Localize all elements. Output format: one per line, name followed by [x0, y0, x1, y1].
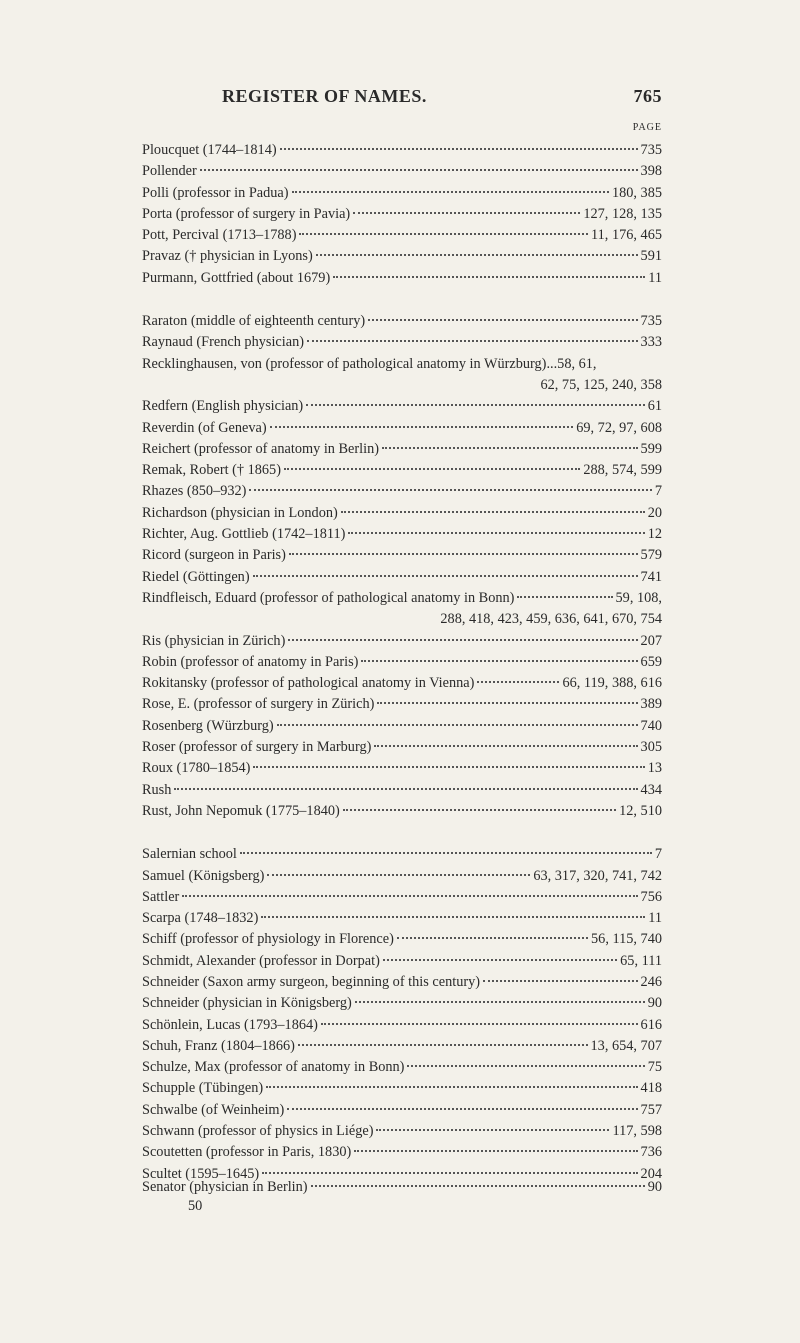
entry-pages: 65, 111: [620, 952, 662, 969]
leader-dots: [306, 404, 645, 406]
leader-dots: [174, 788, 637, 790]
entry-pages: 735: [640, 313, 662, 330]
entry-name: Scarpa (1748–1832): [142, 910, 259, 927]
leader-dots: [361, 660, 637, 662]
entry-pages: 757: [640, 1101, 662, 1118]
leader-dots: [270, 426, 574, 428]
index-entry: [142, 908, 662, 929]
entry-pages: 204: [640, 1165, 662, 1182]
entry-name: Schönlein, Lucas (1793–1864): [142, 1016, 318, 1033]
leader-dots: [298, 1044, 588, 1046]
leader-dots: [407, 1065, 644, 1067]
entry-pages: 12, 510: [619, 802, 662, 819]
leader-dots: [307, 340, 638, 342]
entry-pages: 7: [654, 483, 662, 500]
entry-name: Schneider (physician in Königsberg): [142, 995, 352, 1012]
entry-name: Schwann (professor of physics in Liége): [142, 1123, 374, 1140]
entry-pages-continued: 62, 75, 125, 240, 358: [540, 376, 662, 393]
entry-name: Recklinghausen, von (professor of pathological anatomy in Würzburg)...58, 61,: [142, 355, 597, 372]
index-entry: [142, 246, 662, 267]
leader-dots: [368, 319, 637, 321]
entry-pages: 69, 72, 97, 608: [576, 419, 662, 436]
entry-pages: 13, 654, 707: [590, 1037, 662, 1054]
page-footer: [142, 1177, 662, 1214]
leader-dots: [353, 212, 580, 214]
index-entry: [142, 758, 662, 779]
entry-name: Pott, Percival (1713–1788): [142, 227, 297, 244]
entry-name: Raraton (middle of eighteenth century): [142, 313, 366, 330]
leader-dots: [517, 596, 612, 598]
index-entry: [142, 737, 662, 758]
index-entry: [142, 439, 662, 460]
entry-name: Purmann, Gottfried (about 1679): [142, 269, 331, 286]
index-entry: [142, 887, 662, 908]
leader-dots: [383, 959, 617, 961]
index-entry: [142, 1177, 662, 1198]
entry-pages: 63, 317, 320, 741, 742: [533, 867, 662, 884]
entry-name: Redfern (English physician): [142, 398, 304, 415]
leader-dots: [376, 1129, 609, 1131]
leader-dots: [240, 852, 652, 854]
leader-dots: [253, 575, 638, 577]
entry-pages: 288, 574, 599: [583, 462, 662, 479]
index-entry: [142, 396, 662, 417]
entry-pages: 11: [648, 269, 662, 286]
entry-name: Salernian school: [142, 846, 237, 863]
leader-dots: [397, 937, 588, 939]
leader-dots: [292, 191, 609, 193]
entry-name: Richter, Aug. Gottlieb (1742–1811): [142, 526, 346, 543]
index-entries: [142, 140, 662, 1185]
entry-pages: 90: [647, 1179, 662, 1195]
leader-dots: [280, 148, 638, 150]
index-entry: [142, 1078, 662, 1099]
page-title: REGISTER OF NAMES.: [222, 86, 427, 106]
page-column-label: PAGE: [632, 122, 662, 133]
index-entry: [142, 673, 662, 694]
index-entry: [142, 161, 662, 182]
leader-dots: [483, 980, 638, 982]
entry-pages: 735: [640, 142, 662, 158]
leader-dots: [354, 1150, 637, 1152]
entry-pages: 246: [640, 973, 662, 990]
entry-pages: 75: [647, 1059, 662, 1076]
leader-dots: [267, 874, 530, 876]
entry-pages: 59, 108,: [615, 589, 662, 606]
entry-name: Schwalbe (of Weinheim): [142, 1101, 285, 1118]
entry-name: Richardson (physician in London): [142, 504, 338, 521]
entry-name: Polli (professor in Padua): [142, 184, 289, 201]
entry-name: Ploucquet (1744–1814): [142, 142, 277, 158]
entry-name: Ricord (surgeon in Paris): [142, 547, 286, 564]
entry-pages: 90: [647, 995, 662, 1012]
entry-pages: 579: [640, 547, 662, 564]
index-entry: [142, 567, 662, 588]
entry-pages: 616: [640, 1016, 662, 1033]
index-entry: [142, 311, 662, 332]
entry-name: Pollender: [142, 163, 197, 180]
index-entry: [142, 1142, 662, 1163]
index-entry: [142, 418, 662, 439]
entry-pages: 12: [647, 526, 662, 543]
leader-dots: [299, 233, 588, 235]
entry-pages: 418: [640, 1080, 662, 1097]
entry-pages: 736: [640, 1144, 662, 1161]
entry-name: Sattler: [142, 888, 180, 905]
index-entry: [142, 503, 662, 524]
entry-pages: 333: [640, 334, 662, 351]
entry-pages: 117, 598: [612, 1123, 662, 1140]
index-entry: [142, 524, 662, 545]
leader-dots: [266, 1086, 637, 1088]
entry-name: Rokitansky (professor of pathological anatomy in Vienna): [142, 675, 475, 692]
entry-name: Reverdin (of Geneva): [142, 419, 267, 436]
signature-mark: 50: [188, 1198, 203, 1214]
index-entry: [142, 801, 662, 822]
group-gap: [142, 822, 662, 844]
entry-pages: 11, 176, 465: [591, 227, 662, 244]
entry-name: Schmidt, Alexander (professor in Dorpat): [142, 952, 380, 969]
index-entry: [142, 204, 662, 225]
index-entry: [142, 1100, 662, 1121]
leader-dots: [377, 702, 637, 704]
entry-name: Rust, John Nepomuk (1775–1840): [142, 802, 340, 819]
leader-dots: [316, 254, 638, 256]
leader-dots: [253, 766, 644, 768]
index-entry: [142, 844, 662, 865]
index-entry: [142, 780, 662, 801]
entry-name: Rhazes (850–932): [142, 483, 247, 500]
entry-name: Rose, E. (professor of surgery in Zürich): [142, 696, 375, 713]
entry-pages: 434: [640, 781, 662, 798]
entry-pages: 741: [640, 568, 662, 585]
entry-name: Schneider (Saxon army surgeon, beginning of this century): [142, 973, 481, 990]
entry-pages: 389: [640, 696, 662, 713]
entry-pages: 591: [640, 248, 662, 265]
entry-name: Senator (physician in Berlin): [142, 1179, 308, 1195]
index-entry: [142, 481, 662, 502]
leader-dots: [284, 468, 580, 470]
leader-dots: [262, 1172, 637, 1174]
leader-dots: [289, 553, 638, 555]
index-entry: [142, 993, 662, 1014]
entry-name: Schulze, Max (professor of anatomy in Bonn): [142, 1059, 405, 1076]
index-entry: [142, 951, 662, 972]
entry-pages: 740: [640, 717, 662, 734]
index-entry: [142, 866, 662, 887]
entry-pages: 180, 385: [611, 184, 662, 201]
leader-dots: [333, 276, 645, 278]
leader-dots: [200, 169, 638, 171]
entry-pages: 20: [647, 504, 662, 521]
entry-name: Riedel (Göttingen): [142, 568, 250, 585]
index-entry: [142, 972, 662, 993]
index-entry: [142, 694, 662, 715]
leader-dots: [182, 895, 637, 897]
entry-name: Porta (professor of surgery in Pavia): [142, 205, 351, 222]
leader-dots: [477, 681, 559, 683]
entry-pages: 7: [654, 846, 662, 863]
entry-name: Schupple (Tübingen): [142, 1080, 264, 1097]
leader-dots: [249, 489, 651, 491]
index-entry: [142, 1121, 662, 1142]
entry-name: Rosenberg (Würzburg): [142, 717, 274, 734]
index-entry: [142, 460, 662, 481]
entry-name: Samuel (Königsberg): [142, 867, 265, 884]
entry-pages: 127, 128, 135: [583, 205, 662, 222]
index-entry: [142, 1015, 662, 1036]
leader-dots: [343, 809, 616, 811]
entry-pages: 13: [647, 760, 662, 777]
leader-dots: [311, 1185, 645, 1187]
entry-name: Raynaud (French physician): [142, 334, 304, 351]
index-entry: [142, 225, 662, 246]
index-entry: [142, 631, 662, 652]
entry-name: Schuh, Franz (1804–1866): [142, 1037, 295, 1054]
leader-dots: [287, 1108, 637, 1110]
entry-name: Reichert (professor of anatomy in Berlin): [142, 440, 380, 457]
entry-pages: 756: [640, 888, 662, 905]
index-entry: [142, 929, 662, 950]
entry-name: Rindfleisch, Eduard (professor of pathological anatomy in Bonn): [142, 589, 515, 606]
index-entry: [142, 1036, 662, 1057]
index-entry: [142, 1057, 662, 1078]
entry-name: Robin (professor of anatomy in Paris): [142, 653, 359, 670]
leader-dots: [348, 532, 644, 534]
index-entry: [142, 716, 662, 737]
entry-pages: 398: [640, 163, 662, 180]
entry-name: Roux (1780–1854): [142, 760, 251, 777]
leader-dots: [288, 639, 637, 641]
entry-name: Remak, Robert († 1865): [142, 462, 281, 479]
entry-pages: 659: [640, 653, 662, 670]
entry-pages: 305: [640, 739, 662, 756]
entry-name: Schiff (professor of physiology in Florence): [142, 931, 394, 948]
group-gap: [142, 289, 662, 311]
entry-pages-continued: 288, 418, 423, 459, 636, 641, 670, 754: [440, 611, 662, 628]
entry-pages: 11: [648, 910, 662, 927]
entry-name: Scoutetten (professor in Paris, 1830): [142, 1144, 352, 1161]
index-entry: [142, 354, 662, 397]
index-entry: [142, 652, 662, 673]
index-entry: [142, 140, 662, 161]
leader-dots: [382, 447, 638, 449]
entry-name: Scultet (1595–1645): [142, 1165, 260, 1182]
leader-dots: [355, 1001, 645, 1003]
entry-pages: 56, 115, 740: [591, 931, 662, 948]
entry-name: Pravaz († physician in Lyons): [142, 248, 313, 265]
leader-dots: [261, 916, 645, 918]
page-number: 765: [633, 86, 662, 106]
entry-name: Rush: [142, 781, 172, 798]
entry-pages: 599: [640, 440, 662, 457]
index-entry: [142, 588, 662, 631]
entry-name: Roser (professor of surgery in Marburg): [142, 739, 372, 756]
entry-pages: 61: [647, 398, 662, 415]
entry-pages: 66, 119, 388, 616: [562, 675, 662, 692]
entry-pages: 207: [640, 632, 662, 649]
index-entry: [142, 332, 662, 353]
entry-name: Ris (physician in Zürich): [142, 632, 286, 649]
leader-dots: [341, 511, 645, 513]
leader-dots: [321, 1023, 638, 1025]
leader-dots: [277, 724, 638, 726]
index-entry: [142, 183, 662, 204]
leader-dots: [374, 745, 637, 747]
index-entry: [142, 268, 662, 289]
index-entry: [142, 545, 662, 566]
